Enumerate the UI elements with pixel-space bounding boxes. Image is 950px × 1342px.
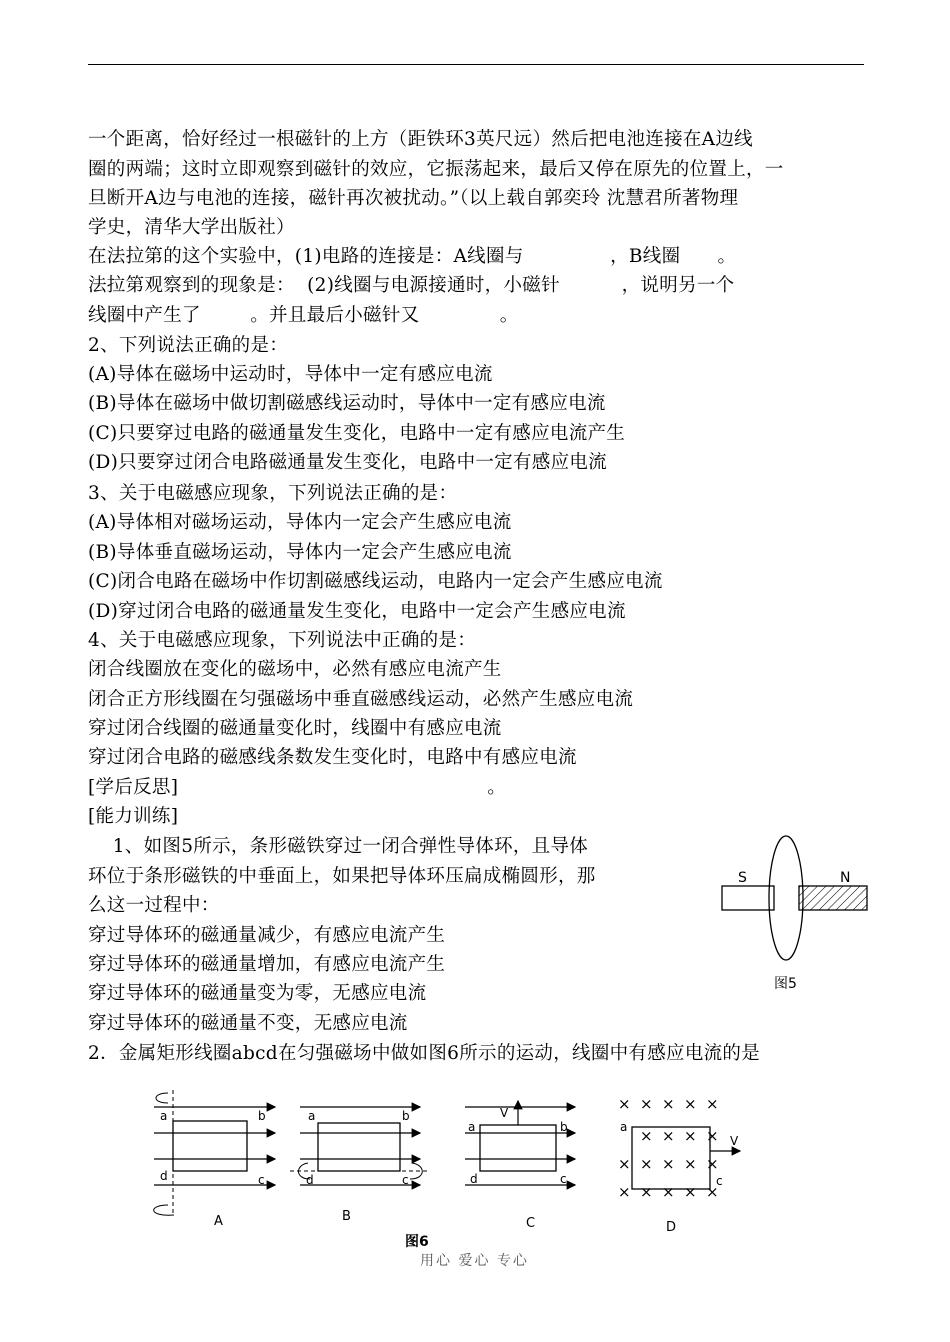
corner-c: c	[716, 1174, 723, 1188]
panel-d	[618, 1095, 740, 1235]
text-line: 线圈中产生了 。并且最后小磁针又 。	[88, 305, 519, 326]
magnet-s-pole	[722, 886, 774, 910]
question-3-stem: 3、关于电磁感应现象，下列说法正确的是：	[88, 483, 458, 504]
panel-c-label: C	[526, 1216, 536, 1231]
panel-b-label: B	[342, 1209, 351, 1224]
panel-a	[154, 1090, 275, 1229]
option-line: 穿过导体环的磁通量不变，无感应电流	[88, 1013, 408, 1034]
x-mark: ×	[706, 1183, 719, 1201]
x-mark: ×	[706, 1155, 719, 1173]
x-mark: ×	[684, 1095, 697, 1113]
corner-a: a	[620, 1120, 628, 1134]
x-mark: ×	[618, 1095, 631, 1113]
coil-rect	[173, 1121, 247, 1171]
corner-b: b	[258, 1109, 266, 1123]
corner-b: b	[560, 1120, 568, 1134]
corner-b: b	[402, 1109, 410, 1123]
option-a: (A)导体相对磁场运动，导体内一定会产生感应电流	[88, 512, 512, 533]
x-mark: ×	[706, 1127, 719, 1145]
option-line: 穿过导体环的磁通量减少，有感应电流产生	[88, 925, 446, 946]
option-b: (B)导体垂直磁场运动，导体内一定会产生感应电流	[88, 542, 512, 563]
figure-6	[140, 1085, 790, 1255]
v-label: V	[730, 1134, 739, 1148]
text-line: 旦断开A边与电池的连接，磁针再次被扰动。”（以上载自郭奕玲 沈慧君所著物理	[88, 188, 739, 209]
corner-c: c	[560, 1172, 567, 1186]
text-line: 法拉第观察到的现象是： (2)线圈与电源接通时，小磁针 ，说明另一个	[88, 275, 735, 296]
x-mark: ×	[640, 1127, 653, 1145]
figure-5	[712, 830, 882, 1000]
x-mark: ×	[684, 1127, 697, 1145]
coil-rect	[318, 1123, 400, 1171]
x-mark: ×	[618, 1183, 631, 1201]
corner-c: c	[258, 1173, 265, 1187]
text-line: 圈的两端；这时立即观察到磁针的效应，它振荡起来，最后又停在原先的位置上，一	[88, 159, 784, 180]
reflection-heading: [学后反思] 。	[88, 777, 507, 798]
text-line: 1、如图5所示，条形磁铁穿过一闭合弹性导体环，且导体	[88, 836, 589, 857]
x-mark: ×	[662, 1183, 675, 1201]
text-line: 环位于条形磁铁的中垂面上，如果把导体环压扁成椭圆形，那	[88, 866, 596, 887]
corner-d: d	[306, 1173, 314, 1187]
x-mark: ×	[662, 1155, 675, 1173]
panel-b	[290, 1107, 430, 1224]
x-mark: ×	[640, 1155, 653, 1173]
coil-rect	[480, 1125, 556, 1171]
x-mark: ×	[618, 1155, 631, 1173]
option-line: 闭合线圈放在变化的磁场中，必然有感应电流产生	[88, 659, 502, 680]
option-c: (C)只要穿过电路的磁通量发生变化，电路中一定有感应电流产生	[88, 423, 626, 444]
x-mark: ×	[640, 1183, 653, 1201]
question-2-stem: 2、下列说法正确的是：	[88, 335, 289, 356]
s-label: S	[738, 870, 747, 886]
question-4-stem: 4、关于电磁感应现象，下列说法中正确的是：	[88, 630, 477, 651]
option-c: (C)闭合电路在磁场中作切割磁感线运动，电路内一定会产生感应电流	[88, 571, 663, 592]
corner-a: a	[468, 1120, 476, 1134]
panel-a-label: A	[214, 1214, 223, 1229]
text-line: 学史，清华大学出版社）	[88, 217, 295, 238]
magnet-n-pole	[799, 886, 867, 910]
training-heading: [能力训练]	[88, 806, 179, 827]
option-a: (A)导体在磁场中运动时，导体中一定有感应电流	[88, 364, 493, 385]
x-mark: ×	[640, 1095, 653, 1113]
panel-c	[465, 1101, 575, 1231]
figure-6-caption: 图6	[405, 1234, 429, 1250]
option-line: 穿过导体环的磁通量增加，有感应电流产生	[88, 954, 446, 975]
header-rule	[88, 64, 864, 65]
text-line: 一个距离，恰好经过一根磁针的上方（距铁环3英尺远）然后把电池连接在A边线	[88, 129, 753, 150]
x-mark: ×	[706, 1095, 719, 1113]
corner-a: a	[308, 1109, 316, 1123]
corner-c: c	[402, 1173, 409, 1187]
text-line: 在法拉第的这个实验中，(1)电路的连接是：A线圈与 ，B线圈 。	[88, 246, 737, 267]
question-text: 2．金属矩形线圈abcd在匀强磁场中做如图6所示的运动，线圈中有感应电流的是	[88, 1043, 761, 1064]
corner-d: d	[470, 1172, 478, 1186]
x-mark: ×	[684, 1183, 697, 1201]
option-b: (B)导体在磁场中做切割磁感线运动时，导体中一定有感应电流	[88, 393, 606, 414]
figure-5-caption: 图5	[774, 976, 797, 992]
option-line: 闭合正方形线圈在匀强磁场中垂直磁感线运动，必然产生感应电流	[88, 689, 634, 710]
option-d: (D)穿过闭合电路的磁通量发生变化，电路中一定会产生感应电流	[88, 601, 626, 622]
v-label: V	[500, 1106, 509, 1120]
option-d: (D)只要穿过闭合电路磁通量发生变化，电路中一定有感应电流	[88, 452, 607, 473]
x-mark: ×	[662, 1095, 675, 1113]
n-label: N	[840, 870, 851, 886]
corner-a: a	[160, 1109, 168, 1123]
page-footer: 用心 爱心 专心	[420, 1253, 529, 1269]
option-line: 穿过闭合电路的磁感线条数发生变化时，电路中有感应电流	[88, 747, 577, 768]
corner-d: d	[160, 1169, 168, 1183]
text-line: 么这一过程中：	[88, 895, 220, 916]
panel-d-label: D	[666, 1220, 677, 1235]
x-mark: ×	[684, 1155, 697, 1173]
option-line: 穿过闭合线圈的磁通量变化时，线圈中有感应电流	[88, 718, 502, 739]
x-mark: ×	[662, 1127, 675, 1145]
option-line: 穿过导体环的磁通量变为零，无感应电流	[88, 983, 427, 1004]
